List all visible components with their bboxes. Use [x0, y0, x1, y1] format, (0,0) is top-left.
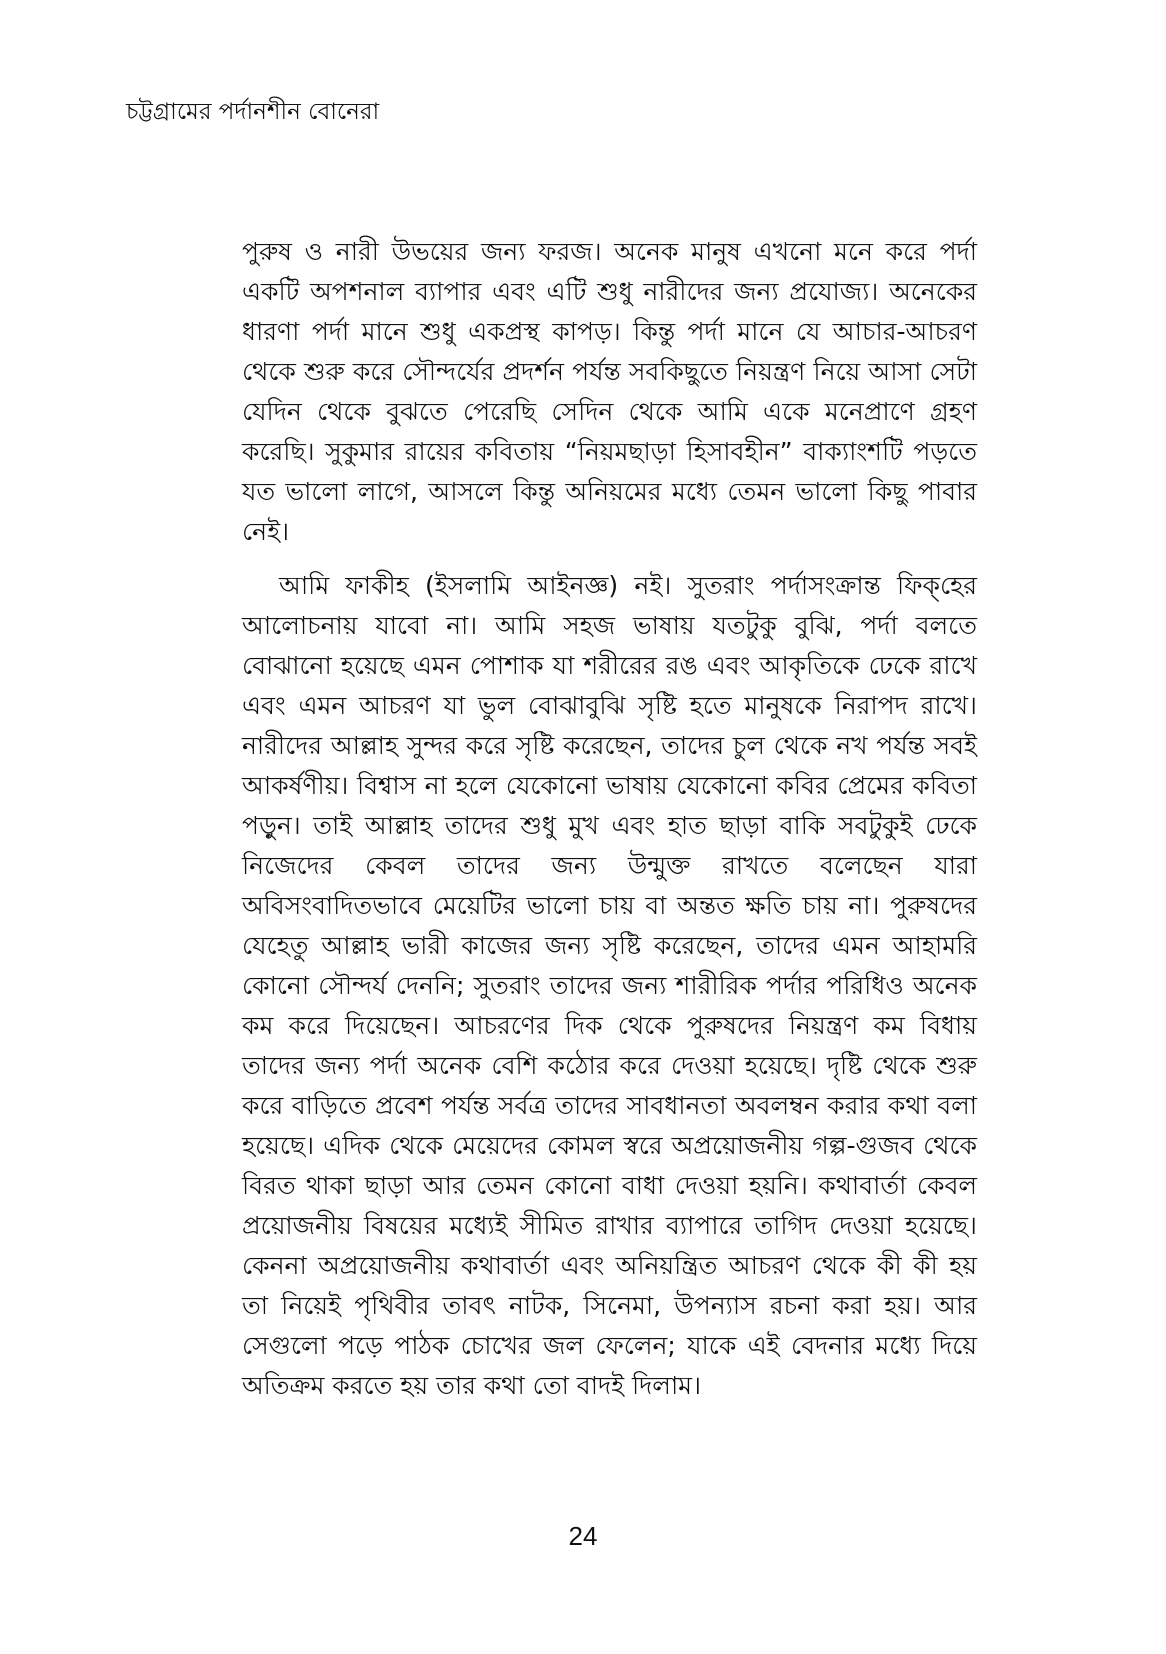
- paragraph-2: আমি ফাকীহ (ইসলামি আইনজ্ঞ) নই। সুতরাং পর্দাসংক্রান্ত ফিক্‌হের আলোচনায় যাবো না। আমি সহজ ভাষায় যতটুকু বুঝি, পর্দা বলতে বোঝানো হয়েছে এমন পোশাক যা শরীরের রঙ এবং আকৃতিকে ঢেকে রাখে এবং এমন আচরণ যা ভুল বোঝাবুঝি সৃষ্টি হতে মানুষকে নিরাপদ রাখে। নারীদের আল্লাহ সুন্দর করে সৃষ্টি করেছেন, তাদের চুল থেকে নখ পর্যন্ত সবই আকর্ষণীয়। বিশ্বাস না হলে যেকোনো ভাষায় যেকোনো কবির প্রেমের কবিতা পড়ুন। তাই আল্লাহ তাদের শুধু মুখ এবং হাত ছাড়া বাকি সবটুকুই ঢেকে নিজেদের কেবল তাদের জন্য উন্মুক্ত রাখতে বলেছেন যারা অবিসংবাদিতভাবে মেয়েটির ভালো চায় বা অন্তত ক্ষতি চায় না। পুরুষদের যেহেতু আল্লাহ ভারী কাজের জন্য সৃষ্টি করেছেন, তাদের এমন আহামরি কোনো সৌন্দর্য দেননি; সুতরাং তাদের জন্য শারীরিক পর্দার পরিধিও অনেক কম করে দিয়েছেন। আচরণের দিক থেকে পুরুষদের নিয়ন্ত্রণ কম বিধায় তাদের জন্য পর্দা অনেক বেশি কঠোর করে দেওয়া হয়েছে। দৃষ্টি থেকে শুরু করে বাড়িতে প্রবেশ পর্যন্ত সর্বত্র তাদের সাবধানতা অবলম্বন করার কথা বলা হয়েছে। এদিক থেকে মেয়েদের কোমল স্বরে অপ্রয়োজনীয় গল্প-গুজব থেকে বিরত থাকা ছাড়া আর তেমন কোনো বাধা দেওয়া হয়নি। কথাবার্তা কেবল প্রয়োজনীয় বিষয়ের মধ্যেই সীমিত রাখার ব্যাপারে তাগিদ দেওয়া হয়েছে। কেননা অপ্রয়োজনীয় কথাবার্তা এবং অনিয়ন্ত্রিত আচরণ থেকে কী কী হয় তা নিয়েই পৃথিবীর তাবৎ নাটক, সিনেমা, উপন্যাস রচনা করা হয়। আর সেগুলো পড়ে পাঠক চোখের জল ফেলেন; যাকে এই বেদনার মধ্যে দিয়ে অতিক্রম করতে হয় তার কথা তো বাদই দিলাম।: [242, 571, 977, 1400]
- running-header: চট্টগ্রামের পর্দানশীন বোনেরা: [126, 99, 380, 125]
- body-text: [242, 232, 977, 1406]
- paragraph-1: পুরুষ ও নারী উভয়ের জন্য ফরজ। অনেক মানুষ এখনো মনে করে পর্দা একটি অপশনাল ব্যাপার এবং এটি শুধু নারীদের জন্য প্রযোজ্য। অনেকের ধারণা পর্দা মানে শুধু একপ্রস্থ কাপড়। কিন্তু পর্দা মানে যে আচার-আচরণ থেকে শুরু করে সৌন্দর্যের প্রদর্শন পর্যন্ত সবকিছুতে নিয়ন্ত্রণ নিয়ে আসা সেটা যেদিন থেকে বুঝতে পেরেছি সেদিন থেকে আমি একে মনেপ্রাণে গ্রহণ করেছি। সুকুমার রায়ের কবিতায় “নিয়মছাড়া হিসাবহীন” বাক্যাংশটি পড়তে যত ভালো লাগে, আসলে কিন্তু অনিয়মের মধ্যে তেমন ভালো কিছু পাবার নেই।: [242, 237, 977, 546]
- page-number: 24: [568, 1521, 598, 1551]
